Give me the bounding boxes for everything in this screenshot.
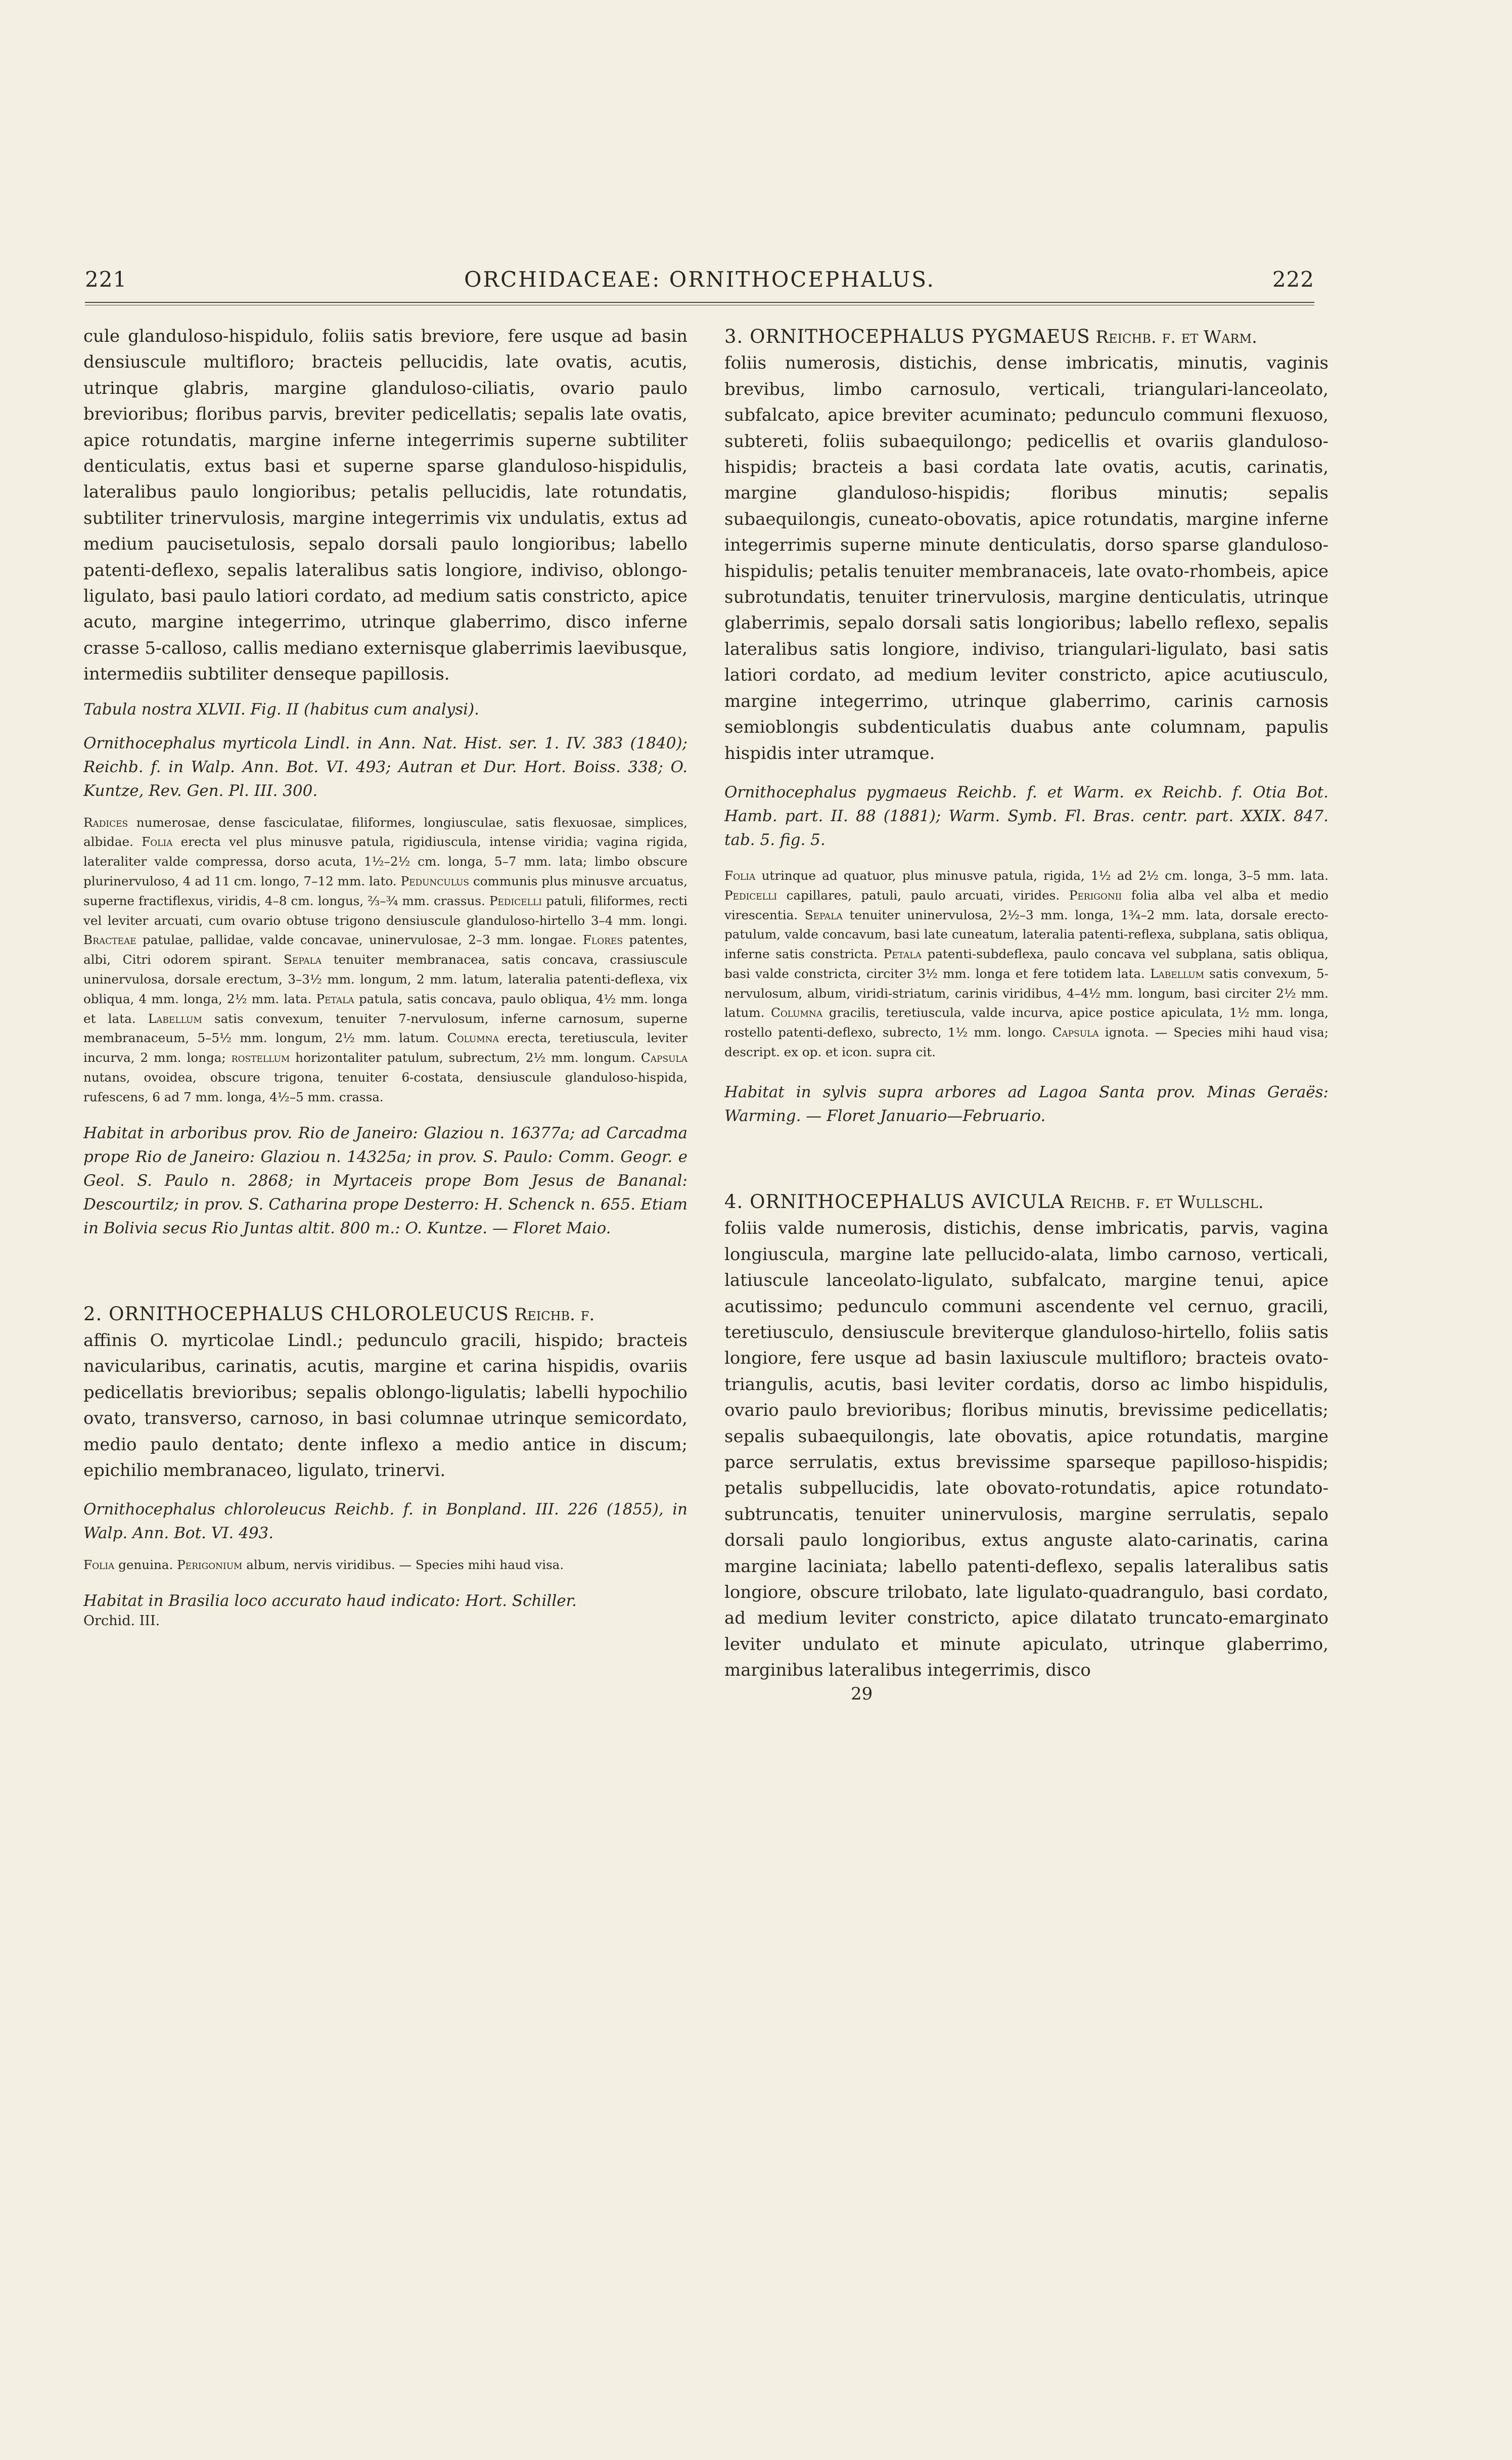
organ-description: tenuiter uninervulosa, 2½–3 mm. longa, 1¾–2 mm. lata, dorsale erecto-patulum, valde concavum, basi late cuneatum, lateralia patenti-reflexa, subplana, satis obliqua, inferne satis constricta. bbox=[724, 907, 1328, 962]
organ-description: erecta, teretiuscula, leviter incurva, 2 mm. longa; bbox=[83, 1031, 688, 1065]
page-header bbox=[85, 267, 1314, 302]
species-2-details bbox=[83, 1555, 688, 1575]
organ-label: Folia bbox=[83, 1557, 115, 1573]
species-2-heading bbox=[83, 1301, 688, 1328]
organ-label: Pedicelli bbox=[489, 893, 542, 908]
species-1-description: cule glanduloso-hispidulo, foliis satis breviore, fere usque ad basin densiuscule multifloro; bracteis pellucidis, late ovatis, acutis, utrinque glabris, margine glanduloso-ciliatis, ovario paulo brevioribus; floribus parvis, breviter pedicellatis; sepalis late ovatis, apice rotundatis, margine inferne integerrimis superne subtiliter denticulatis, extus basi et superne sparse glanduloso-hispidulis, lateralibus paulo longioribus; petalis pellucidis, late rotundatis, subtiliter trinervulosis, margine integerrimis vix undulatis, extus ad medium paucisetulosis, sepalo dorsali paulo longioribus; labello patenti-deflexo, sepalis lateralibus satis longiore, indiviso, oblongo-ligulato, basi paulo latiori cordato, ad medium satis constricto, apice acuto, margine integerrimo, utrinque glaberrimo, disco inferne crasse 5-calloso, callis mediano externisque glaberrimis laevibusque, intermediis subtiliter denseque papillosis. bbox=[83, 326, 688, 685]
organ-description: nutans, ovoidea, obscure trigona, tenuiter 6-costata, densiuscule glanduloso-hispida, rufescens, 6 ad 7 mm. longa, 4½–5 mm. crassa. bbox=[83, 1070, 688, 1104]
organ-label: Columna bbox=[447, 1031, 499, 1046]
organ-description: utrinque ad quatuor, plus minusve patula, rigida, 1½ ad 2½ cm. longa, 3–5 mm. lata. bbox=[755, 868, 1328, 883]
species-2-habitat: Habitat in Brasilia loco accurato haud indicato: Hort. Schiller. bbox=[83, 1592, 577, 1611]
species-3-details bbox=[724, 866, 1328, 1062]
organ-label: Labellum bbox=[1150, 966, 1205, 981]
organ-description: genuina. bbox=[114, 1557, 177, 1573]
organ-label: Radices bbox=[83, 815, 128, 830]
organ-description: patentes, albi, Citri odorem spirant. bbox=[83, 932, 688, 967]
page-number-left: 221 bbox=[85, 267, 127, 292]
running-title: ORCHIDACEAE: ORNITHOCEPHALUS. bbox=[464, 267, 935, 292]
page-number-right: 222 bbox=[1272, 267, 1314, 292]
species-4-name: 4. ORNITHOCEPHALUS AVICULA bbox=[724, 1190, 1065, 1213]
header-rule bbox=[85, 302, 1314, 305]
species-3-authority: Reichb. f. et Warm. bbox=[1095, 327, 1257, 347]
organ-label: Sepala bbox=[804, 907, 843, 922]
species-2-synonymy: Ornithocephalus chloroleucus Reichb. f. in Bonpland. III. 226 (1855), in Walp. Ann. Bot. VI. 493. bbox=[83, 1500, 688, 1543]
organ-label: Capsula bbox=[1052, 1025, 1099, 1040]
organ-label: Perigonium bbox=[177, 1557, 243, 1573]
organ-description: satis convexum, tenuiter 7-nervulosum, inferne carnosum, superne membranaceum, 5–5½ mm. longum, 2½ mm. latum. bbox=[83, 1011, 688, 1046]
species-3-name: 3. ORNITHOCEPHALUS PYGMAEUS bbox=[724, 326, 1090, 347]
organ-label: Capsula bbox=[640, 1050, 688, 1065]
organ-description: patula, satis concava, paulo obliqua, 4½ mm. longa et lata. bbox=[83, 991, 688, 1026]
species-2-description: affinis O. myrticolae Lindl.; pedunculo gracili, hispido; bracteis navicularibus, carinatis, acutis, margine et carina hispidis, ovariis pedicellatis brevioribus; sepalis oblongo-ligulatis; labelli hypochilio ovato, transverso, carnoso, in basi columnae utrinque semicordato, medio paulo dentato; dente inflexo a medio antice in discum; epichilio membranaceo, ligulato, trinervi. bbox=[83, 1330, 688, 1481]
organ-label: Sepala bbox=[284, 952, 322, 967]
organ-label: Bracteae bbox=[83, 932, 136, 948]
organ-description: capillares, patuli, paulo arcuati, virides. bbox=[777, 887, 1069, 903]
organ-description: tenuiter membranacea, satis concava, crassiuscule uninervulosa, dorsale erectum, 3–3½ mm. longum, 2 mm. latum, lateralia patenti-deflexa, vix obliqua, 4 mm. longa, 2½ mm. lata. bbox=[83, 952, 688, 1006]
organ-description: patulae, pallidae, valde concavae, uninervulosae, 2–3 mm. longae. bbox=[136, 932, 583, 948]
organ-label: Pedunculus bbox=[400, 874, 470, 889]
organ-description: horizontaliter patulum, subrectum, 2½ mm. longum. bbox=[290, 1050, 641, 1065]
organ-label: Perigonii bbox=[1069, 887, 1122, 903]
organ-description: communis plus minusve arcuatus, superne fractiflexus, viridis, 4–8 cm. longus, ⅔–¾ mm. crassus. bbox=[83, 874, 688, 908]
species-2-authority: Reichb. f. bbox=[514, 1304, 595, 1325]
species-4-heading bbox=[724, 1189, 1328, 1216]
left-column bbox=[83, 324, 688, 1629]
species-3-habitat: Habitat in sylvis supra arbores ad Lagoa Santa prov. Minas Geraës: Warming. — Floret Januario—Februario. bbox=[724, 1083, 1328, 1125]
species-1-plate-ref: Tabula nostra XLVII. Fig. II (habitus cum analysi). bbox=[83, 700, 480, 719]
organ-description: folia alba vel alba et medio virescentia. bbox=[724, 887, 1328, 922]
organ-label: Flores bbox=[582, 932, 623, 948]
species-2-name: 2. ORNITHOCEPHALUS CHLOROLEUCUS bbox=[83, 1303, 509, 1325]
organ-description: satis convexum, 5-nervulosum, album, viridi-striatum, carinis viridibus, 4–4½ mm. longum, basi circiter 2½ mm. latum. bbox=[724, 966, 1328, 1020]
organ-label: Folia bbox=[724, 868, 756, 883]
right-column bbox=[724, 324, 1328, 1704]
species-1-habitat: Habitat in arboribus prov. Rio de Janeiro: Glaziou n. 16377a; ad Carcadma prope Rio de Janeiro: Glaziou n. 14325a; in prov. S. Paulo: Comm. Geogr. e Geol. S. Paulo n. 2868; in Myrtaceis prope Bom Jesus de Bananal: Descourtilz; in prov. S. Catharina prope Desterro: H. Schenck n. 655. Etiam in Bolivia secus Rio Juntas altit. 800 m.: O. Kuntze. — Floret Maio. bbox=[83, 1124, 688, 1237]
species-3-heading bbox=[724, 324, 1328, 350]
volume-footer: Orchid. III. bbox=[83, 1613, 160, 1629]
organ-label: Folia bbox=[142, 834, 173, 849]
species-1-details bbox=[83, 813, 688, 1107]
species-3-description: foliis numerosis, distichis, dense imbricatis, minutis, vaginis brevibus, limbo carnosulo, verticali, triangulari-lanceolato, subfalcato, apice breviter acuminato; pedunculo communi flexuoso, subtereti, foliis subaequilongo; pedicellis et ovariis glanduloso-hispidis; bracteis a basi cordata late ovatis, acutis, carinatis, margine glanduloso-hispidis; floribus minutis; sepalis subaequilongis, cuneato-obovatis, apice rotundatis, margine inferne integerrimis superne minute denticulatis, dorso sparse glanduloso-hispidulis; petalis tenuiter membranaceis, late ovato-rhombeis, apice subrotundatis, tenuiter trinervulosis, margine denticulatis, utrinque glaberrimis, sepalo dorsali satis longioribus; labello reflexo, sepalis lateralibus satis longiore, indiviso, triangulari-ligulato, basi satis latiori cordato, ad medium leviter constricto, apice acutiusculo, margine integerrimo, utrinque glaberrimo, carinis carnosis semioblongis subdenticulatis duabus ante columnam, papulis hispidis inter utramque. bbox=[724, 353, 1328, 764]
organ-description: ignota. — Species mihi haud visa; descript. ex op. et icon. supra cit. bbox=[724, 1025, 1328, 1060]
organ-description: patenti-subdeflexa, paulo concava vel subplana, satis obliqua, basi valde constricta, circiter 3½ mm. longa et fere totidem lata. bbox=[724, 947, 1328, 981]
organ-label: Petala bbox=[883, 947, 922, 962]
organ-label: Petala bbox=[316, 991, 354, 1006]
species-3-synonymy: Ornithocephalus pygmaeus Reichb. f. et Warm. ex Reichb. f. Otia Bot. Hamb. part. II. 88 (1881); Warm. Symb. Fl. Bras. centr. part. XXIX. 847. tab. 5. fig. 5. bbox=[724, 783, 1328, 849]
organ-description: gracilis, teretiuscula, valde incurva, apice postice apiculata, 1½ mm. longa, rostello patenti-deflexo, subrecto, 1½ mm. longo. bbox=[724, 1005, 1328, 1040]
organ-label: Labellum bbox=[148, 1011, 202, 1026]
species-4-authority: Reichb. f. et Wullschl. bbox=[1070, 1192, 1264, 1213]
species-1-synonymy: Ornithocephalus myrticola Lindl. in Ann. Nat. Hist. ser. 1. IV. 383 (1840); Reichb. f. in Walp. Ann. Bot. VI. 493; Autran et Dur. Hort. Boiss. 338; O. Kuntze, Rev. Gen. Pl. III. 300. bbox=[83, 734, 688, 800]
organ-description: album, nervis viridibus. — Species mihi haud visa. bbox=[242, 1557, 564, 1573]
organ-label: rostellum bbox=[231, 1050, 290, 1065]
species-4-description: foliis valde numerosis, distichis, dense imbricatis, parvis, vagina longiuscula, margine late pellucido-alata, limbo carnoso, verticali, latiuscule lanceolato-ligulato, subfalcato, margine tenui, apice acutissimo; pedunculo communi ascendente vel cernuo, gracili, teretiusculo, densiuscule breviterque glanduloso-hirtello, foliis satis longiore, fere usque ad basin laxiuscule multifloro; bracteis ovato-triangulis, acutis, basi leviter cordatis, dorso ac limbo hispidulis, ovario paulo brevioribus; floribus minutis, brevissime pedicellatis; sepalis subaequilongis, late obovatis, apice rotundatis, margine parce serrulatis, extus brevissime sparseque papilloso-hispidis; petalis subpellucidis, late obovato-rotundatis, apice rotundato-subtruncatis, tenuiter uninervulosis, margine serrulatis, sepalo dorsali paulo longioribus, extus anguste alato-carinatis, carina margine laciniata; labello patenti-deflexo, sepalis lateralibus satis longiore, obscure trilobato, late ligulato-quadrangulo, basi cordato, ad medium leviter constricto, apice dilatato truncato-emarginato leviter undulato et minute apiculato, utrinque glaberrimo, marginibus lateralibus integerrimis, disco bbox=[724, 1218, 1328, 1681]
organ-description: erecta vel plus minusve patula, rigidiuscula, intense viridia; vagina rigida, lateraliter valde compressa, dorso acuta, 1½–2½ cm. longa, 5–7 mm. lata; limbo obscure plurinervuloso, 4 ad 11 cm. longo, 7–12 mm. lato. bbox=[83, 834, 688, 889]
organ-description: numerosae, dense fasciculatae, filiformes, longiusculae, satis flexuosae, simplices, albidae. bbox=[83, 815, 688, 849]
organ-label: Columna bbox=[771, 1005, 823, 1020]
organ-description: patuli, filiformes, recti vel leviter arcuati, cum ovario obtuse trigono densiuscule glanduloso-hirtello 3–4 mm. longi. bbox=[83, 893, 688, 928]
signature-number: 29 bbox=[851, 1683, 873, 1704]
organ-label: Pedicelli bbox=[724, 887, 777, 903]
